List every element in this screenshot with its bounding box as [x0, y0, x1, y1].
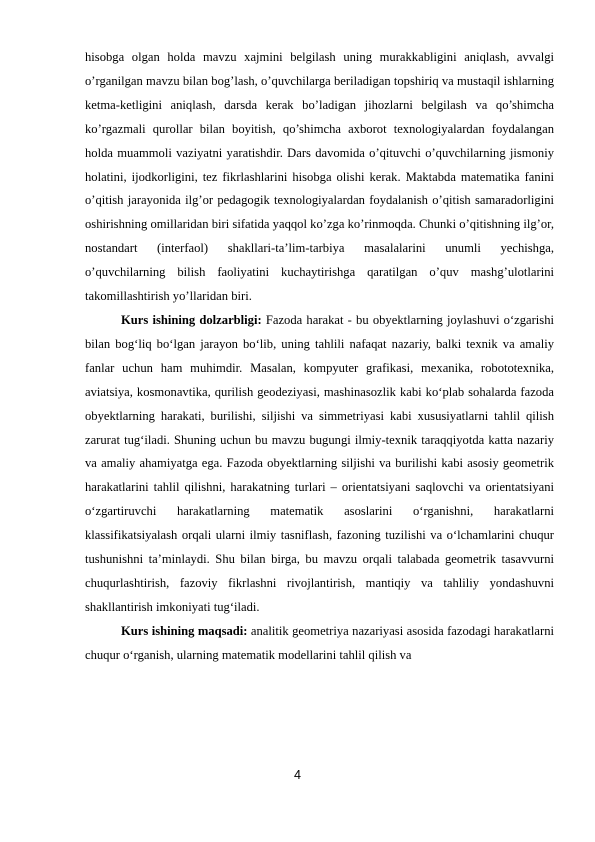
- paragraph-relevance: [85, 309, 554, 620]
- relevance-heading: Kurs ishining dolzarbligi:: [121, 312, 262, 327]
- paragraph-aim: [85, 620, 554, 668]
- aim-text: analitik geometriya nazariyasi asosida fazodagi harakatlarni chuqur o‘rganish, ularning matematik modellarini tahlil qilish va: [85, 623, 554, 662]
- page-number: 4: [293, 768, 301, 782]
- paragraph-continuation: hisobga olgan holda mavzu xajmini belgilash uning murakkabligini aniqlash, avvalgi o’rganilgan mavzu bilan bog’lash, o’quvchilarga beriladigan topshiriq va mustaqil ishlarning ketma-ketligini aniqlash, darsda kerak bo’ladigan jihozlarni belgilash va qo’shimcha ko’rgazmali qurollar bilan boyitish, qo’shimcha axborot texnologiyalardan foydalangan holda muammoli vaziyatni yaratishdir. Dars davomida o’qituvchi o’quvchilarning jismoniy holatini, ijodkorligini, tez fikrlashlarini hisobga olishi kerak. Maktabda matematika fanini o’qitish jarayonida ilg’or pedagogik texnologiyalardan foydalanish o’qitish samaradorligini oshirishning omillaridan biri sifatida yaqqol ko’zga ko’rinmoqda. Chunki o’qitishning ilg’or, nostandart (interfaol) shakllari-ta’lim-tarbiya masalalarini unumli yechishga, o’quvchilarning bilish faoliyatini kuchaytirishga qaratilgan o’quv mashg’ulotlarini takomillashtirish yo’llaridan biri.: [85, 50, 554, 304]
- aim-heading: Kurs ishining maqsadi:: [121, 623, 248, 638]
- relevance-text: Fazoda harakat - bu obyektlarning joylashuvi o‘zgarishi bilan bog‘liq bo‘lgan jarayon bo‘lib, uning tahlili nafaqat nazariy, balki texnik va amaliy fanlar uchun ham muhimdir. Masalan, kompyuter grafikasi, mexanika, robototexnika, aviatsiya, kosmonavtika, qurilish geodeziyasi, mashinasozlik kabi ko‘plab sohalarda fazoda obyektlarning harakati, burilishi, siljishi va simmetriyasi kabi xususiyatlarni tahlil qilish zarurat tug‘iladi. Shuning uchun bu mavzu bugungi ilmiy-texnik taraqqiyotda katta nazariy va amaliy ahamiyatga ega. Fazoda obyektlarning siljishi va burilishi kabi asosiy geometrik harakatlarini tahlil qilishni, harakatning turlari – orientatsiyani saqlovchi va orientatsiyani o‘zgartiruvchi harakatlarning matematik asoslarini o‘rganishni, harakatlarni klassifikatsiyalash orqali ularni ilmiy tasniflash, fazoning tuzilishi va o‘lchamlarini chuqur tushunishni ta’minlaydi. Shu bilan birga, bu mavzu orqali talabada geometrik tasavvurni chuqurlashtirish, fazoviy fikrlashni rivojlantirish, mantiqiy va tahliliy yondashuvni shakllantirish imkoniyati tug‘iladi.: [85, 312, 554, 614]
- body-text: [85, 46, 554, 668]
